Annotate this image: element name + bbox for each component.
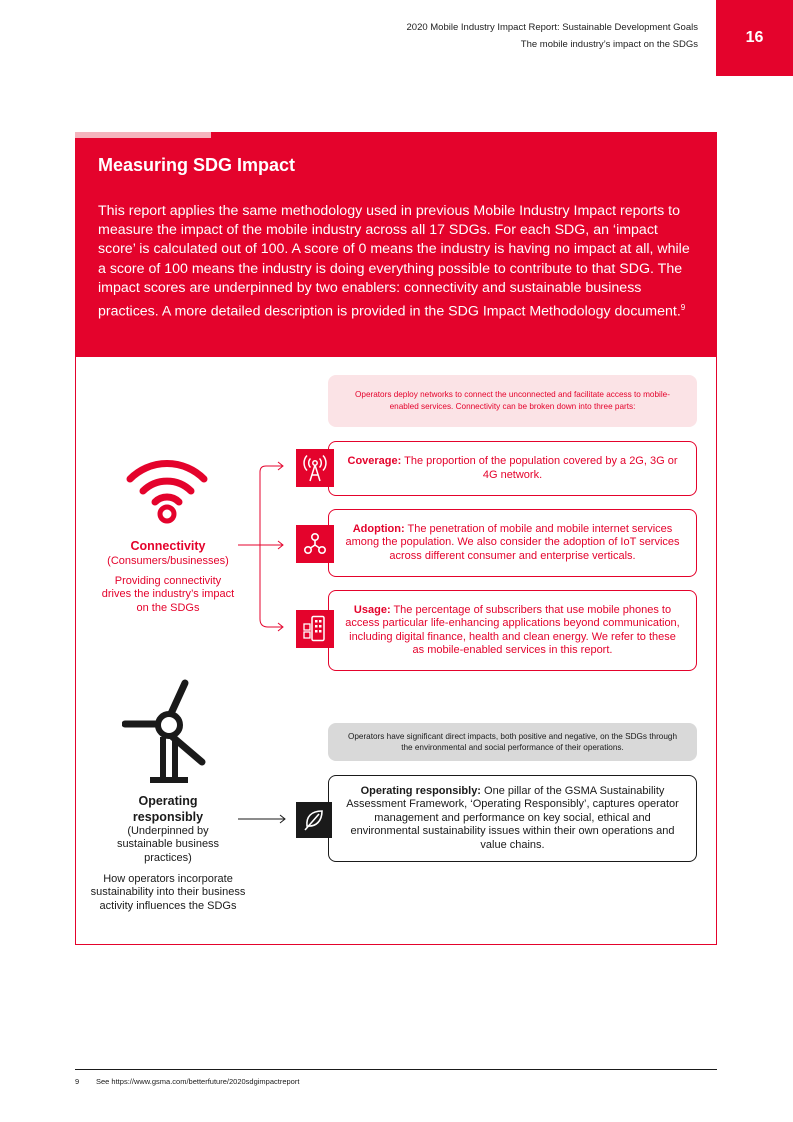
page-number-text: 16 [745, 29, 764, 46]
operating-responsibly-label: Operating responsibly: [360, 784, 481, 797]
coverage-description: The proportion of the population covered by a 2G, 3G or 4G network. [401, 455, 678, 481]
operating-title: Operating responsibly [132, 794, 204, 824]
intro-heading: Measuring SDG Impact [98, 155, 296, 175]
usage-description: The percentage of subscribers that use mobile phones to access particular life-enhancing applications beyond communication, including digital finance, health and clean energy. We refer to these as mobile-enabled services in this report. [345, 603, 680, 656]
footnote-ref[interactable]: 9 [680, 303, 686, 313]
connectivity-connector-arrows [236, 455, 292, 635]
usage-card [328, 590, 697, 671]
wind-turbine-icon [122, 678, 210, 784]
operating-subtitle: (Underpinned by sustainable business practices) [116, 825, 220, 864]
intro-text: This report applies the same methodology used in previous Mobile Industry Impact reports to measure the impact of the mobile industry across all 17 SDGs. For each SDG, an ‘impact score’ is calculated out of 100. A score of 0 means the industry is having no impact at all, while a score of 100 means the industry is doing everything possible to contribute to that SDG. The impact scores are underpinned by two enablers: connectivity and sustainable business practices. A more detailed description is provided in the SDG Impact Methodology document. [98, 203, 690, 320]
coverage-label: Coverage: [347, 455, 402, 468]
operating-callout [328, 723, 697, 761]
adoption-text [343, 523, 682, 563]
operating-responsibly-text [343, 785, 682, 852]
coverage-text [343, 455, 682, 482]
operating-description: How operators incorporate sustainability into their business activity influences the SDGs [90, 873, 246, 912]
footer-divider [75, 1069, 717, 1070]
footnote-link[interactable]: See https://www.gsma.com/betterfuture/2020sdgimpactreport [96, 1077, 300, 1086]
operating-callout-text: Operators have significant direct impacts, both positive and negative, on the SDGs through the environmental and social performance of their operations. [347, 732, 678, 752]
footnote [75, 1077, 299, 1086]
coverage-card [328, 441, 697, 496]
usage-label: Usage: [353, 603, 391, 616]
footnote-number: 9 [75, 1077, 80, 1086]
adoption-description: The penetration of mobile and mobile internet services among the population. We also consider the adoption of IoT services across different consumer and enterprise verticals. [345, 522, 680, 562]
intro-body [98, 202, 698, 322]
operating-connector-arrow [236, 812, 292, 826]
section-title: The mobile industry’s impact on the SDGs [520, 39, 698, 50]
connectivity-callout-text: Operators deploy networks to connect the unconnected and facilitate access to mobile-enabled services. Connectivity can be broken down into three parts: [355, 390, 670, 411]
page-number [716, 0, 793, 76]
connectivity-subtitle: (Consumers/businesses) [107, 555, 229, 567]
wifi-icon [124, 455, 210, 525]
operating-responsibly-card [328, 775, 697, 862]
adoption-label: Adoption: [352, 522, 405, 535]
adoption-card [328, 509, 697, 577]
connectivity-description: Providing connectivity drives the industry’s impact on the SDGs [101, 575, 235, 614]
usage-text [343, 604, 682, 658]
connectivity-callout [328, 375, 697, 427]
connectivity-title: Connectivity [130, 539, 206, 553]
intro-tab-accent [75, 132, 211, 138]
operating-responsibly-description: One pillar of the GSMA Sustainability Assessment Framework, ‘Operating Responsibly’, captures operator management and performance on key social, ethical and environmental sustainability issues within their own operations and value chains. [346, 784, 679, 851]
leaf-icon [296, 802, 332, 838]
report-title: 2020 Mobile Industry Impact Report: Sustainable Development Goals [406, 22, 698, 33]
